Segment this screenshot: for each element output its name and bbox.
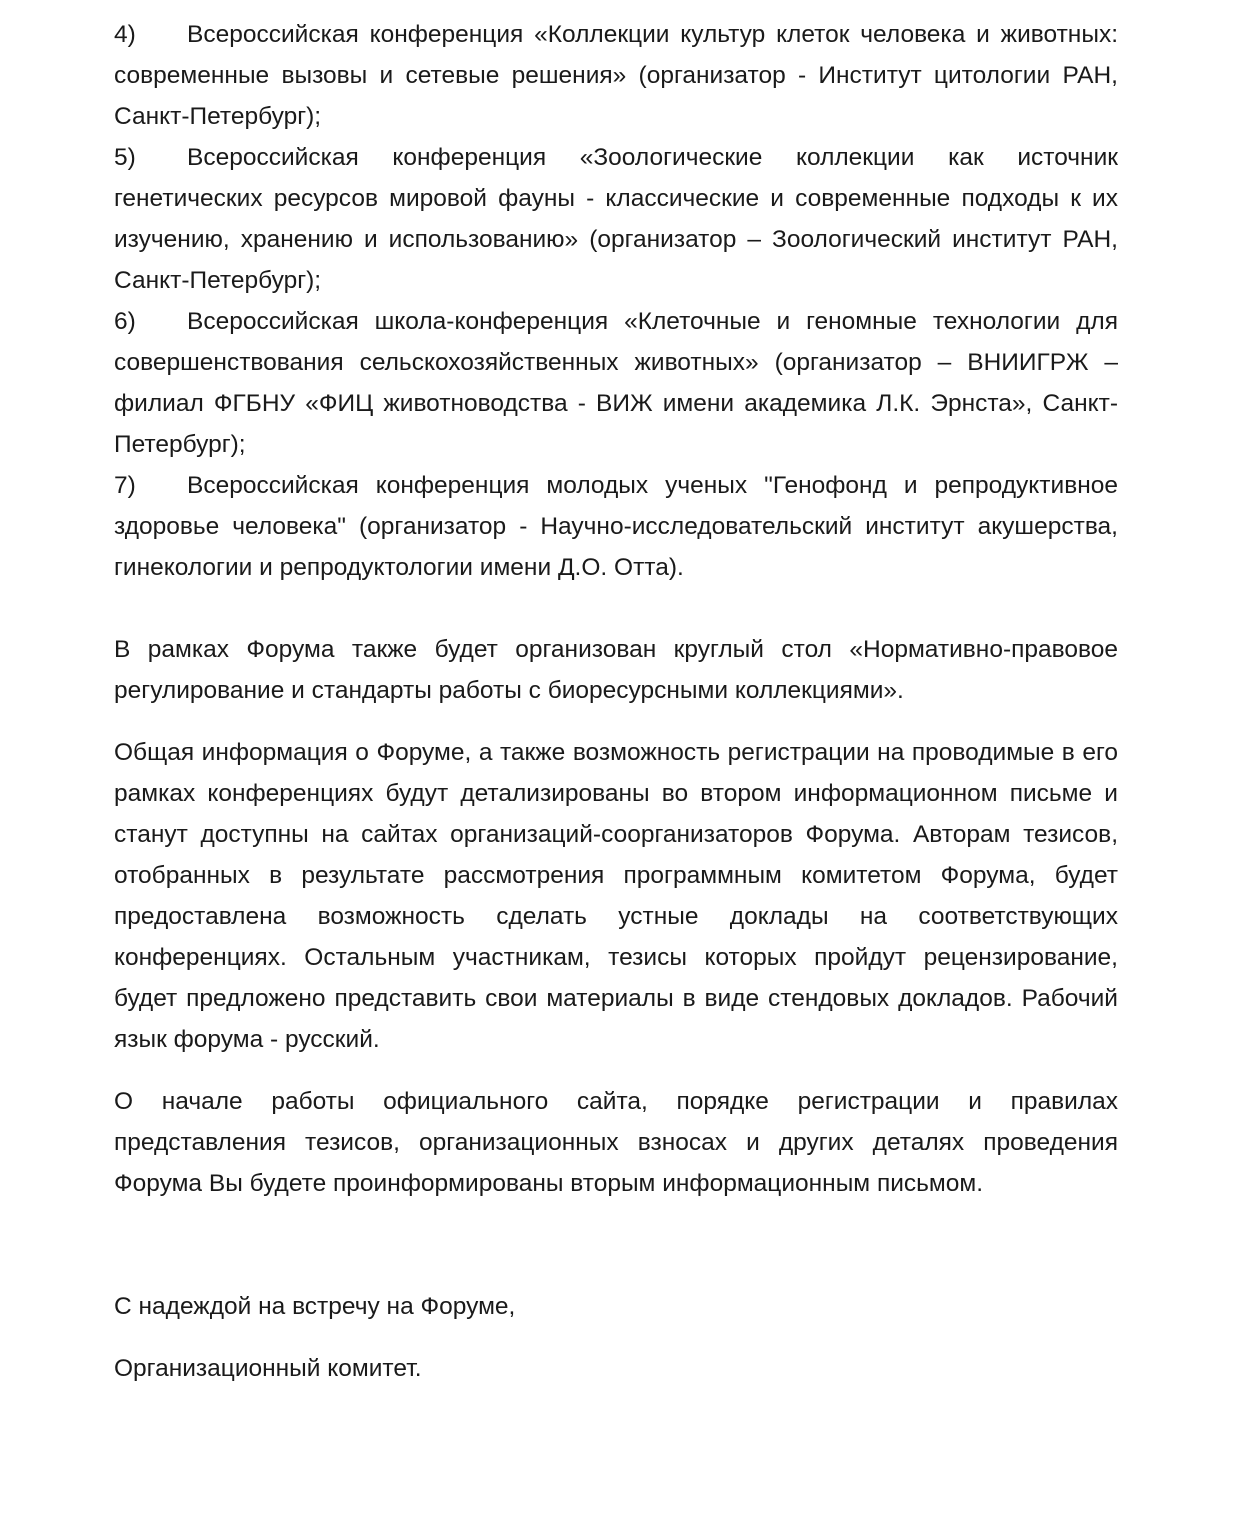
closing-greeting: С надеждой на встречу на Форуме,: [114, 1293, 516, 1320]
document-page: [114, 14, 1118, 1389]
round-table-paragraph: В рамках Форума также будет организован круглый стол «Нормативно-правовое регулирование и стандарты работы с биоресурсными коллекциями».: [114, 636, 1118, 704]
site-info-paragraph: О начале работы официального сайта, порядке регистрации и правилах представления тезисов, организационных взносах и других деталях проведения Форума Вы будете проинформированы вторым информационным письмом.: [114, 1088, 1118, 1197]
list-text: Всероссийская конференция «Зоологические коллекции как источник генетических ресурсов мировой фауны - классические и современные подходы к их изучению, хранению и использованию» (организатор – Зоологический институт РАН, Санкт-Петербург);: [114, 144, 1118, 294]
spacer: [114, 1204, 1118, 1286]
list-number: 7): [114, 472, 136, 499]
list-text: Всероссийская конференция «Коллекции культур клеток человека и животных: современные вызовы и сетевые решения» (организатор - Институт цитологии РАН, Санкт-Петербург);: [114, 21, 1118, 130]
list-number: 5): [114, 144, 136, 171]
spacer: [114, 711, 1118, 732]
closing-signature: Организационный комитет.: [114, 1355, 422, 1382]
list-text: Всероссийская школа-конференция «Клеточные и геномные технологии для совершенствования сельскохозяйственных животных» (организатор – ВНИИГРЖ – филиал ФГБНУ «ФИЦ животноводства - ВИЖ имени академика Л.К. Эрнста», Санкт-Петербург);: [114, 308, 1118, 458]
list-number: 4): [114, 21, 136, 48]
list-number: 6): [114, 308, 136, 335]
list-item-7: [114, 465, 1118, 588]
list-item-4: [114, 14, 1118, 137]
list-item-6: [114, 301, 1118, 465]
spacer: [114, 1060, 1118, 1081]
list-item-5: [114, 137, 1118, 301]
general-info-paragraph: Общая информация о Форуме, а также возможность регистрации на проводимые в его рамках конференциях будут детализированы во втором информационном письме и станут доступны на сайтах организаций-соорганизаторов Форума. Авторам тезисов, отобранных в результате рассмотрения программным комитетом Форума, будет предоставлена возможность сделать устные доклады на соответствующих конференциях. Остальным участникам, тезисы которых пройдут рецензирование, будет предложено представить свои материалы в виде стендовых докладов. Рабочий язык форума - русский.: [114, 739, 1118, 1053]
conference-list: [114, 14, 1118, 588]
list-text: Всероссийская конференция молодых ученых "Генофонд и репродуктивное здоровье человека" (организатор - Научно-исследовательский институт акушерства, гинекологии и репродуктологии имени Д.О. Отта).: [114, 472, 1118, 581]
spacer: [114, 588, 1118, 629]
spacer: [114, 1327, 1118, 1348]
